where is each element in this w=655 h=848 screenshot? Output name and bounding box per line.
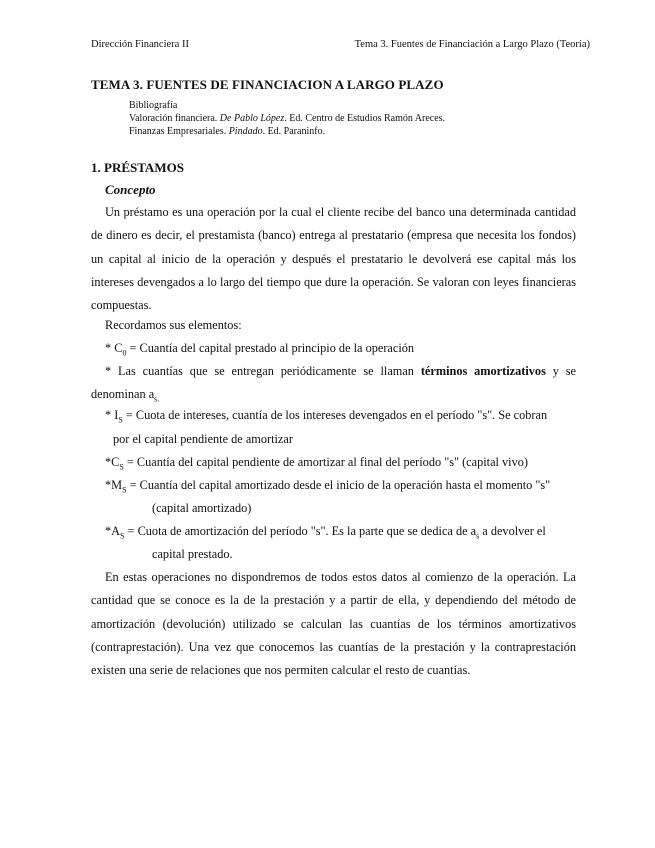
terms-bold: términos amortizativos <box>420 364 546 378</box>
as-text-end: a devolver el <box>479 524 546 538</box>
as-text: = Cuota de amortización del período "s". Es la parte que se dedica de a <box>124 524 477 538</box>
element-cs <box>105 455 528 471</box>
running-header-right: Tema 3. Fuentes de Financiación a Largo Plazo (Teoría) <box>354 39 590 50</box>
c0-text: = Cuantía del capital prestado al principio de la operación <box>126 341 415 355</box>
ms-subscript: S <box>122 485 127 495</box>
terms-subscript: s. <box>154 394 160 404</box>
element-as-line2: capital prestado. <box>152 547 233 561</box>
section-heading: 1. PRÉSTAMOS <box>91 160 184 175</box>
ref1-publisher: . Ed. Centro de Estudios Ramón Areces. <box>284 113 446 124</box>
recall-line: Recordamos sus elementos: <box>105 318 242 332</box>
element-terms <box>91 360 576 411</box>
paragraph-relations: En estas operaciones no dispondremos de todos estos datos al comienzo de la operación. La cantidad que se conoce es la de la prestación y a partir de ella, y dependiendo del método de amortización (devolución) utilizado se calculan las cuantías de los términos amortizativos (contraprestación). Una vez que conocemos las cuantías de la prestación y la contraprestación existen una serie de relaciones que nos permiten calcular el resto de cuantías. <box>91 570 576 678</box>
subsection-heading: Concepto <box>105 182 156 197</box>
ref2-publisher: . Ed. Paraninfo. <box>262 126 326 137</box>
bibliography-heading: Bibliografía <box>129 100 178 111</box>
ref1-author: De Pablo López <box>219 113 285 124</box>
is-text: = Cuota de intereses, cuantía de los intereses devengados en el período "s". Se cobran <box>122 408 548 422</box>
bibliography-ref-2 <box>129 125 445 138</box>
ms-text: = Cuantía del capital amortizado desde el inicio de la operación hasta el momento "s" <box>126 478 551 492</box>
is-subscript: S <box>118 415 123 425</box>
element-is-line1 <box>105 408 547 424</box>
running-header-left: Dirección Financiera II <box>91 39 189 50</box>
element-is-line2: por el capital pendiente de amortizar <box>113 432 293 446</box>
as-symbol: *A <box>105 524 121 538</box>
ref1-title: Valoración financiera. <box>129 113 220 124</box>
terms-text-end: y se denominan a <box>91 364 576 402</box>
paragraph-concept: Un préstamo es una operación por la cual el cliente recibe del banco una determinada cantidad de dinero es decir, el prestamista (banco) entrega al prestatario (empresa que necesita los fondos) un capital al inicio de la operación y después el prestatario le devolverá ese capital más los intereses devengados a lo largo del tiempo que dure la operación. Se valoran con leyes financieras compuestas. <box>91 205 576 313</box>
c0-subscript: 0 <box>122 348 127 358</box>
element-ms-line1 <box>105 478 550 494</box>
terms-text: * Las cuantías que se entregan periódicamente se llaman <box>105 364 421 378</box>
cs-subscript: S <box>119 462 124 472</box>
as-inline-subscript: s <box>476 531 480 541</box>
cs-symbol: *C <box>105 455 120 469</box>
element-ms-line2: (capital amortizado) <box>152 501 252 515</box>
ref2-title: Finanzas Empresariales. <box>129 126 229 137</box>
document-title: TEMA 3. FUENTES DE FINANCIACION A LARGO PLAZO <box>91 77 444 92</box>
bibliography-ref-1 <box>129 112 445 125</box>
is-symbol: * I <box>105 408 119 422</box>
ref2-author: Pindado <box>228 126 263 137</box>
bibliography <box>129 99 445 138</box>
cs-text: = Cuantía del capital pendiente de amortizar al final del período "s" (capital vivo) <box>123 455 528 469</box>
ms-symbol: *M <box>105 478 123 492</box>
as-subscript: S <box>120 531 125 541</box>
element-as-line1 <box>105 524 546 540</box>
c0-symbol: * C <box>105 341 123 355</box>
element-c0 <box>105 341 414 357</box>
